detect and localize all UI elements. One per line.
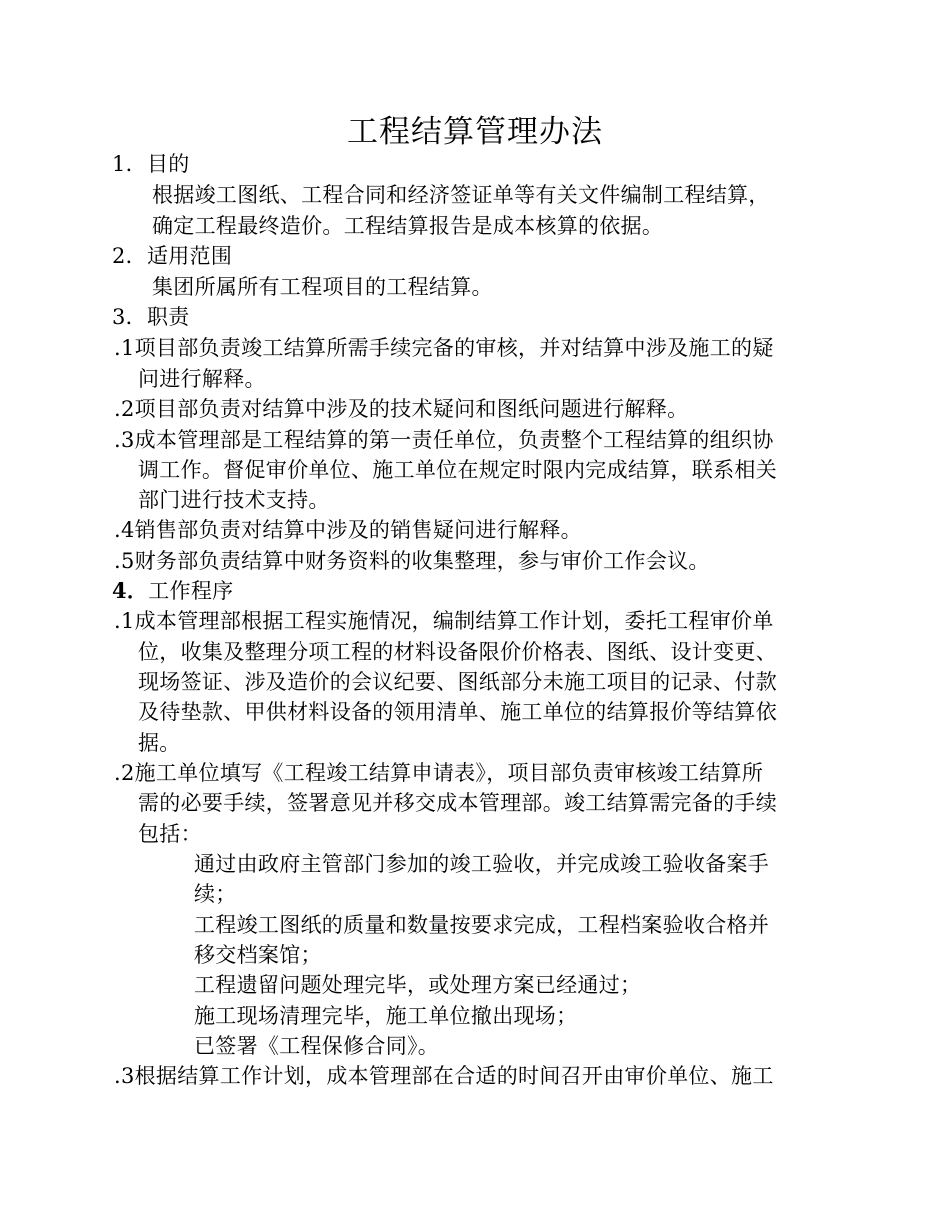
section-4-item-line: 需的必要手续，签署意见并移交成本管理部。竣工结算需完备的手续: [138, 791, 777, 815]
section-1-paragraph-line: 根据竣工图纸、工程合同和经济签证单等有关文件编制工程结算，: [152, 183, 770, 207]
section-2-heading: 2．适用范围: [112, 244, 233, 268]
requirement-line: 通过由政府主管部门参加的竣工验收，并完成竣工验收备案手: [194, 852, 770, 876]
section-1-heading: 1．目的: [112, 152, 190, 176]
section-3-item-line: .4销售部负责对结算中涉及的销售疑问进行解释。: [114, 518, 582, 542]
requirement-line: 已签署《工程保修合同》。: [194, 1034, 440, 1058]
section-4-item-line: 及待垫款、甲供材料设备的领用清单、施工单位的结算报价等结算依: [138, 700, 777, 724]
section-4-item-line: .1成本管理部根据工程实施情况，编制结算工作计划，委托工程审价单: [114, 609, 774, 633]
section-4-item-line: 据。: [138, 731, 181, 755]
section-4-item-line: .3根据结算工作计划，成本管理部在合适的时间召开由审价单位、施工: [114, 1064, 774, 1088]
requirement-line: 续；: [194, 882, 237, 906]
requirement-line: 工程竣工图纸的质量和数量按要求完成，工程档案验收合格并: [194, 913, 770, 937]
section-4-item-line: 现场签证、涉及造价的会议纪要、图纸部分未施工项目的记录、付款: [138, 670, 777, 694]
section-4-heading-number: 4．: [112, 578, 149, 603]
section-3-item-line: .3成本管理部是工程结算的第一责任单位，负责整个工程结算的组织协: [114, 428, 774, 452]
section-3-heading: 3．职责: [112, 305, 190, 329]
section-3-item-line: .2项目部负责对结算中涉及的技术疑问和图纸问题进行解释。: [114, 397, 689, 421]
section-3-item-line: .5财务部负责结算中财务资料的收集整理，参与审价工作会议。: [114, 549, 710, 573]
section-3-item-line: 问进行解释。: [138, 367, 266, 391]
section-3-item-line: 部门进行技术支持。: [138, 488, 330, 512]
section-3-item-line: .1项目部负责竣工结算所需手续完备的审核，并对结算中涉及施工的疑: [114, 336, 774, 360]
section-2-paragraph-line: 集团所属所有工程项目的工程结算。: [152, 275, 493, 299]
section-4-item-line: 位，收集及整理分项工程的材料设备限价价格表、图纸、设计变更、: [138, 640, 777, 664]
section-3-item-line: 调工作。督促审价单位、施工单位在规定时限内完成结算，联系相关: [138, 458, 777, 482]
section-4-heading: [112, 576, 233, 606]
requirement-line: 施工现场清理完毕，施工单位撤出现场；: [194, 1004, 578, 1028]
section-1-paragraph-line: 确定工程最终造价。工程结算报告是成本核算的依据。: [152, 214, 664, 238]
requirement-line: 工程遗留问题处理完毕，或处理方案已经通过；: [194, 973, 642, 997]
document-title: 工程结算管理办法: [347, 114, 603, 150]
section-4-heading-text: 工作程序: [148, 579, 234, 603]
section-4-item-line: 包括：: [138, 822, 202, 846]
section-4-item-line: .2施工单位填写《工程竣工结算申请表》，项目部负责审核竣工结算所: [114, 761, 764, 785]
requirement-line: 移交档案馆；: [194, 943, 322, 967]
